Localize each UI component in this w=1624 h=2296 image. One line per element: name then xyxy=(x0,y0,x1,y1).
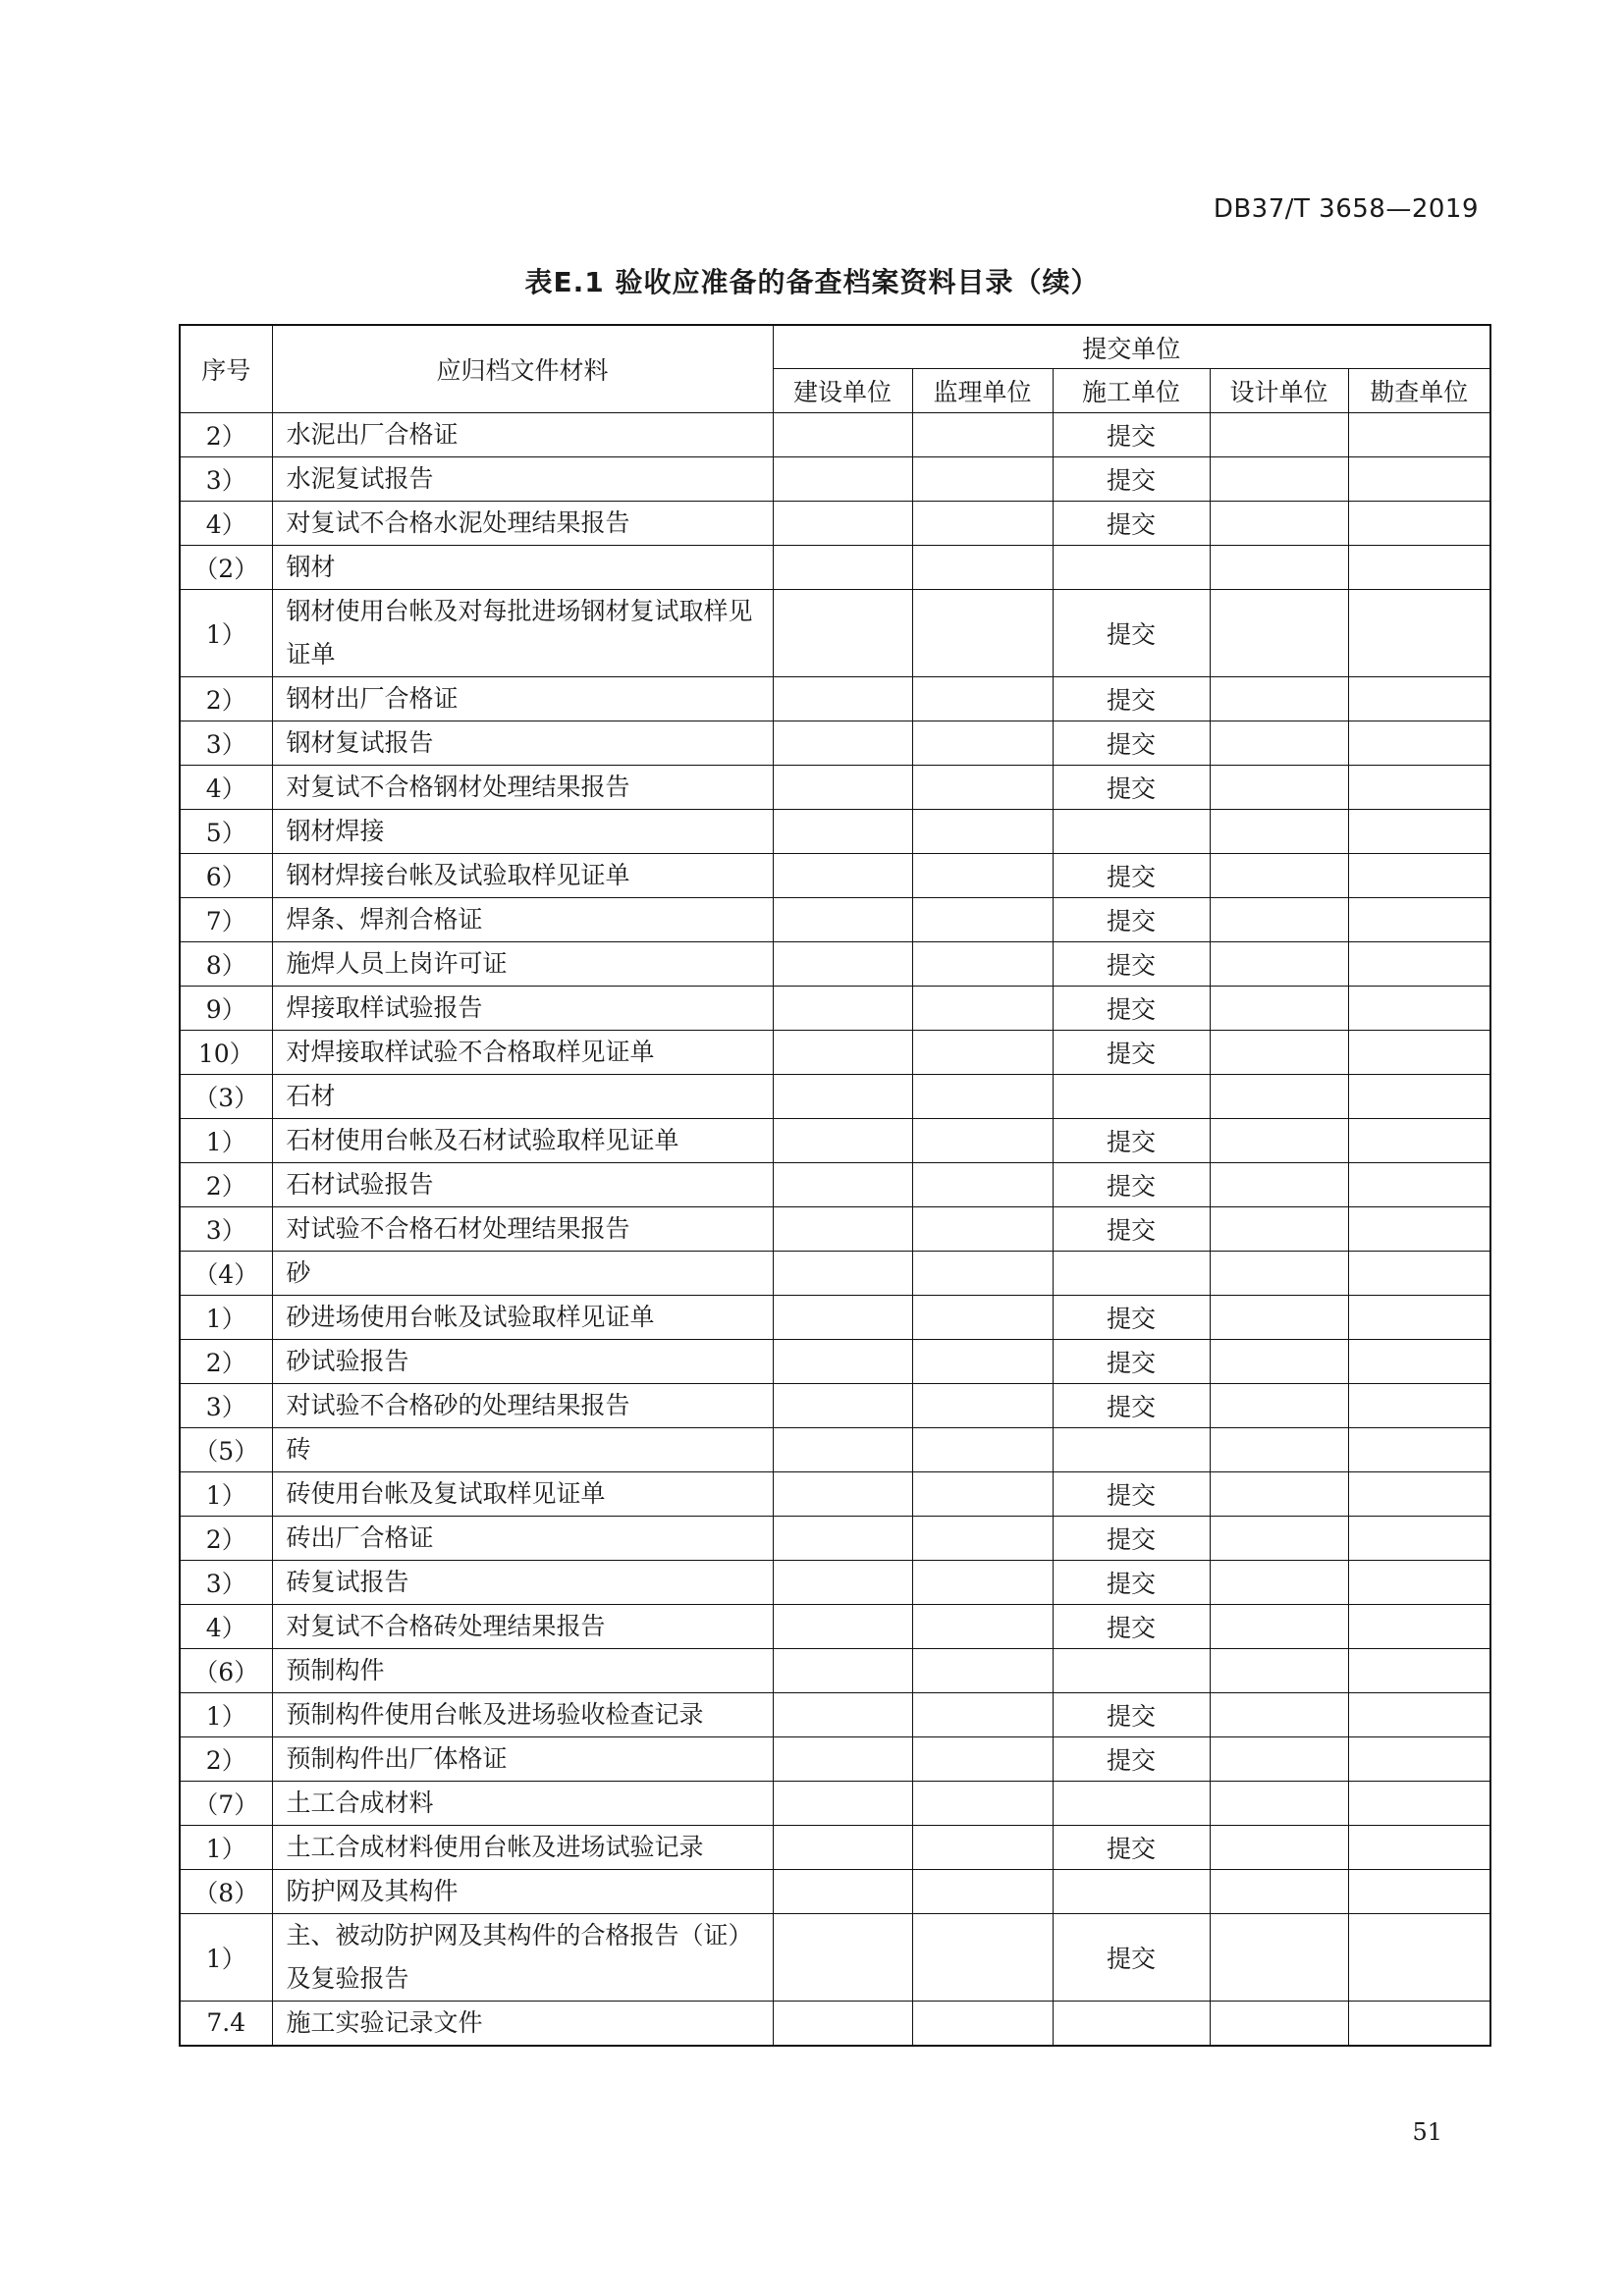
row-unit-cell xyxy=(773,1030,912,1074)
row-unit-cell xyxy=(1210,676,1348,721)
table-row xyxy=(180,1295,1490,1339)
row-seq: （5） xyxy=(180,1427,272,1471)
row-unit-cell xyxy=(1348,1825,1490,1869)
row-unit-cell xyxy=(773,1471,912,1516)
row-unit-cell xyxy=(1053,1427,1210,1471)
row-unit-cell xyxy=(912,1604,1053,1648)
table-row xyxy=(180,853,1490,897)
row-unit-cell xyxy=(912,545,1053,589)
table-row xyxy=(180,1339,1490,1383)
row-seq: 2） xyxy=(180,1516,272,1560)
row-unit-cell xyxy=(1348,676,1490,721)
row-unit-cell xyxy=(773,1206,912,1251)
row-document-name: 钢材焊接 xyxy=(272,809,773,853)
row-unit-cell xyxy=(1348,1427,1490,1471)
row-unit-cell xyxy=(1210,1118,1348,1162)
row-unit-cell xyxy=(1053,1648,1210,1692)
table-row xyxy=(180,1692,1490,1736)
row-unit-cell xyxy=(1210,1648,1348,1692)
row-unit-cell xyxy=(1210,1736,1348,1781)
row-unit-cell xyxy=(1210,941,1348,986)
table-row xyxy=(180,1118,1490,1162)
table-body xyxy=(180,412,1490,2046)
row-unit-cell xyxy=(912,1251,1053,1295)
row-unit-cell xyxy=(1348,1383,1490,1427)
row-seq: 4） xyxy=(180,501,272,545)
row-seq: 2） xyxy=(180,1339,272,1383)
row-document-name: 钢材 xyxy=(272,545,773,589)
archive-table xyxy=(179,324,1491,2047)
row-unit-cell xyxy=(1053,2001,1210,2046)
row-unit-cell xyxy=(1348,765,1490,809)
table-row xyxy=(180,941,1490,986)
row-unit-cell xyxy=(1210,1339,1348,1383)
row-unit-cell: 提交 xyxy=(1053,941,1210,986)
table-row xyxy=(180,501,1490,545)
row-unit-cell xyxy=(1210,501,1348,545)
row-unit-cell xyxy=(1210,853,1348,897)
row-document-name: 土工合成材料使用台帐及进场试验记录 xyxy=(272,1825,773,1869)
row-unit-cell: 提交 xyxy=(1053,1471,1210,1516)
row-unit-cell xyxy=(912,721,1053,765)
row-seq: 8） xyxy=(180,941,272,986)
header-unit-contractor: 施工单位 xyxy=(1053,369,1210,413)
row-unit-cell xyxy=(1210,765,1348,809)
row-unit-cell xyxy=(773,1692,912,1736)
row-unit-cell xyxy=(912,1560,1053,1604)
row-unit-cell xyxy=(1053,1074,1210,1118)
row-unit-cell xyxy=(912,412,1053,456)
row-document-name: 焊条、焊剂合格证 xyxy=(272,897,773,941)
row-unit-cell xyxy=(912,1339,1053,1383)
table-row xyxy=(180,1074,1490,1118)
row-unit-cell xyxy=(1348,1471,1490,1516)
row-unit-cell: 提交 xyxy=(1053,721,1210,765)
row-unit-cell xyxy=(1348,897,1490,941)
row-document-name: 石材使用台帐及石材试验取样见证单 xyxy=(272,1118,773,1162)
row-unit-cell: 提交 xyxy=(1053,676,1210,721)
row-unit-cell xyxy=(1348,1206,1490,1251)
row-unit-cell xyxy=(773,412,912,456)
row-unit-cell xyxy=(1348,1118,1490,1162)
row-unit-cell xyxy=(773,1516,912,1560)
row-unit-cell xyxy=(1348,1030,1490,1074)
row-seq: 7.4 xyxy=(180,2001,272,2046)
row-seq: 1） xyxy=(180,1692,272,1736)
table-row xyxy=(180,1736,1490,1781)
row-unit-cell xyxy=(912,1869,1053,1913)
row-unit-cell xyxy=(912,676,1053,721)
row-unit-cell: 提交 xyxy=(1053,1913,1210,2001)
row-seq: 2） xyxy=(180,412,272,456)
row-unit-cell xyxy=(1210,456,1348,501)
row-unit-cell xyxy=(773,1339,912,1383)
table-title: 表E.1 验收应准备的备查档案资料目录（续） xyxy=(524,266,1100,298)
table-row xyxy=(180,1030,1490,1074)
row-unit-cell xyxy=(1210,1781,1348,1825)
header-unit-supervision: 监理单位 xyxy=(912,369,1053,413)
row-unit-cell xyxy=(773,1383,912,1427)
row-unit-cell xyxy=(1053,809,1210,853)
row-unit-cell xyxy=(773,721,912,765)
row-unit-cell: 提交 xyxy=(1053,456,1210,501)
row-document-name: 土工合成材料 xyxy=(272,1781,773,1825)
row-document-name: 砂试验报告 xyxy=(272,1339,773,1383)
row-unit-cell xyxy=(912,501,1053,545)
row-unit-cell xyxy=(773,1736,912,1781)
row-unit-cell xyxy=(912,2001,1053,2046)
row-unit-cell xyxy=(773,1251,912,1295)
row-unit-cell xyxy=(912,809,1053,853)
row-unit-cell xyxy=(1348,1736,1490,1781)
row-seq: 1） xyxy=(180,589,272,676)
row-unit-cell xyxy=(773,676,912,721)
row-seq: （4） xyxy=(180,1251,272,1295)
row-seq: 5） xyxy=(180,809,272,853)
row-unit-cell xyxy=(773,809,912,853)
header-unit-construction-owner: 建设单位 xyxy=(773,369,912,413)
row-unit-cell xyxy=(1210,1604,1348,1648)
row-seq: 10） xyxy=(180,1030,272,1074)
table-row xyxy=(180,1427,1490,1471)
row-unit-cell xyxy=(912,1383,1053,1427)
row-unit-cell xyxy=(1210,1560,1348,1604)
row-unit-cell: 提交 xyxy=(1053,589,1210,676)
table-row xyxy=(180,1869,1490,1913)
row-unit-cell xyxy=(1348,1074,1490,1118)
header-unit-design: 设计单位 xyxy=(1210,369,1348,413)
table-row xyxy=(180,897,1490,941)
row-unit-cell xyxy=(773,1869,912,1913)
row-unit-cell: 提交 xyxy=(1053,986,1210,1030)
table-row xyxy=(180,765,1490,809)
row-unit-cell xyxy=(1210,1251,1348,1295)
row-unit-cell xyxy=(912,1648,1053,1692)
row-unit-cell xyxy=(773,589,912,676)
row-seq: 6） xyxy=(180,853,272,897)
table-row xyxy=(180,545,1490,589)
row-unit-cell: 提交 xyxy=(1053,501,1210,545)
row-unit-cell xyxy=(1348,2001,1490,2046)
row-document-name: 防护网及其构件 xyxy=(272,1869,773,1913)
row-document-name: 预制构件使用台帐及进场验收检查记录 xyxy=(272,1692,773,1736)
header-seq: 序号 xyxy=(180,325,272,412)
row-unit-cell xyxy=(1348,412,1490,456)
row-unit-cell xyxy=(912,765,1053,809)
row-unit-cell xyxy=(773,1560,912,1604)
row-unit-cell xyxy=(912,1030,1053,1074)
row-unit-cell xyxy=(1348,721,1490,765)
row-unit-cell xyxy=(912,853,1053,897)
row-unit-cell xyxy=(773,2001,912,2046)
row-unit-cell xyxy=(1053,1251,1210,1295)
row-document-name: 施焊人员上岗许可证 xyxy=(272,941,773,986)
row-unit-cell xyxy=(1348,1604,1490,1648)
row-unit-cell xyxy=(1348,809,1490,853)
row-seq: 2） xyxy=(180,676,272,721)
row-document-name: 砖 xyxy=(272,1427,773,1471)
row-seq: （2） xyxy=(180,545,272,589)
row-seq: 3） xyxy=(180,1560,272,1604)
table-row xyxy=(180,1471,1490,1516)
row-unit-cell xyxy=(773,545,912,589)
row-unit-cell xyxy=(773,1604,912,1648)
row-unit-cell xyxy=(1348,589,1490,676)
row-unit-cell xyxy=(912,589,1053,676)
row-unit-cell: 提交 xyxy=(1053,1206,1210,1251)
row-unit-cell xyxy=(1348,1560,1490,1604)
row-unit-cell xyxy=(1210,1825,1348,1869)
row-unit-cell: 提交 xyxy=(1053,1692,1210,1736)
table-row xyxy=(180,1825,1490,1869)
row-unit-cell xyxy=(773,1118,912,1162)
row-unit-cell xyxy=(773,456,912,501)
row-seq: 1） xyxy=(180,1913,272,2001)
row-unit-cell xyxy=(1348,1648,1490,1692)
row-seq: 9） xyxy=(180,986,272,1030)
row-document-name: 钢材使用台帐及对每批进场钢材复试取样见证单 xyxy=(272,589,773,676)
row-unit-cell xyxy=(1210,1030,1348,1074)
row-seq: 1） xyxy=(180,1295,272,1339)
row-unit-cell xyxy=(1210,721,1348,765)
row-unit-cell xyxy=(1210,809,1348,853)
row-unit-cell xyxy=(1210,589,1348,676)
row-unit-cell xyxy=(773,1162,912,1206)
table-row xyxy=(180,721,1490,765)
row-unit-cell xyxy=(912,1692,1053,1736)
row-unit-cell xyxy=(773,765,912,809)
row-unit-cell xyxy=(1348,1516,1490,1560)
row-unit-cell xyxy=(912,1206,1053,1251)
table-row xyxy=(180,1913,1490,2001)
row-unit-cell xyxy=(1348,501,1490,545)
row-unit-cell xyxy=(912,1295,1053,1339)
table-row xyxy=(180,1516,1490,1560)
row-unit-cell xyxy=(1053,1781,1210,1825)
header-name: 应归档文件材料 xyxy=(272,325,773,412)
row-unit-cell xyxy=(1348,1869,1490,1913)
row-document-name: 砂进场使用台帐及试验取样见证单 xyxy=(272,1295,773,1339)
row-document-name: 对复试不合格钢材处理结果报告 xyxy=(272,765,773,809)
row-seq: 1） xyxy=(180,1825,272,1869)
row-unit-cell xyxy=(773,1825,912,1869)
row-seq: 3） xyxy=(180,456,272,501)
row-unit-cell xyxy=(1210,1295,1348,1339)
row-document-name: 石材试验报告 xyxy=(272,1162,773,1206)
row-unit-cell xyxy=(773,1913,912,2001)
table-row xyxy=(180,1206,1490,1251)
row-unit-cell xyxy=(912,456,1053,501)
row-unit-cell xyxy=(1348,853,1490,897)
row-unit-cell: 提交 xyxy=(1053,1162,1210,1206)
row-unit-cell xyxy=(1210,2001,1348,2046)
row-unit-cell xyxy=(1210,1427,1348,1471)
row-document-name: 主、被动防护网及其构件的合格报告（证）及复验报告 xyxy=(272,1913,773,2001)
row-unit-cell xyxy=(1210,1383,1348,1427)
row-document-name: 预制构件 xyxy=(272,1648,773,1692)
table-row xyxy=(180,986,1490,1030)
table-row xyxy=(180,809,1490,853)
row-unit-cell xyxy=(912,941,1053,986)
row-unit-cell xyxy=(1348,1339,1490,1383)
row-unit-cell xyxy=(912,897,1053,941)
row-unit-cell xyxy=(1053,1869,1210,1913)
row-unit-cell xyxy=(1348,941,1490,986)
row-unit-cell xyxy=(912,1736,1053,1781)
row-document-name: 砖出厂合格证 xyxy=(272,1516,773,1560)
row-unit-cell xyxy=(912,1471,1053,1516)
row-document-name: 焊接取样试验报告 xyxy=(272,986,773,1030)
row-document-name: 砂 xyxy=(272,1251,773,1295)
row-seq: （6） xyxy=(180,1648,272,1692)
table-row xyxy=(180,1383,1490,1427)
row-seq: 1） xyxy=(180,1471,272,1516)
row-seq: 2） xyxy=(180,1736,272,1781)
table-row xyxy=(180,1781,1490,1825)
row-unit-cell xyxy=(1348,1692,1490,1736)
row-document-name: 对焊接取样试验不合格取样见证单 xyxy=(272,1030,773,1074)
row-unit-cell: 提交 xyxy=(1053,853,1210,897)
row-unit-cell xyxy=(773,1074,912,1118)
row-document-name: 水泥复试报告 xyxy=(272,456,773,501)
header-submit-unit: 提交单位 xyxy=(773,325,1490,369)
row-document-name: 水泥出厂合格证 xyxy=(272,412,773,456)
row-seq: 4） xyxy=(180,765,272,809)
row-document-name: 钢材焊接台帐及试验取样见证单 xyxy=(272,853,773,897)
row-unit-cell xyxy=(912,1516,1053,1560)
row-unit-cell: 提交 xyxy=(1053,1560,1210,1604)
row-unit-cell xyxy=(773,1648,912,1692)
row-unit-cell xyxy=(912,1162,1053,1206)
row-seq: 3） xyxy=(180,1383,272,1427)
row-seq: （7） xyxy=(180,1781,272,1825)
row-document-name: 砖使用台帐及复试取样见证单 xyxy=(272,1471,773,1516)
table-row xyxy=(180,412,1490,456)
row-unit-cell: 提交 xyxy=(1053,1825,1210,1869)
row-unit-cell: 提交 xyxy=(1053,1295,1210,1339)
row-document-name: 钢材出厂合格证 xyxy=(272,676,773,721)
row-unit-cell xyxy=(1348,456,1490,501)
row-unit-cell xyxy=(1348,545,1490,589)
row-unit-cell xyxy=(1348,986,1490,1030)
row-unit-cell xyxy=(1348,1162,1490,1206)
table-row xyxy=(180,676,1490,721)
row-unit-cell xyxy=(1210,1913,1348,2001)
row-unit-cell: 提交 xyxy=(1053,1118,1210,1162)
row-document-name: 对试验不合格石材处理结果报告 xyxy=(272,1206,773,1251)
row-unit-cell xyxy=(912,1913,1053,2001)
table-row xyxy=(180,1604,1490,1648)
row-seq: 7） xyxy=(180,897,272,941)
row-unit-cell: 提交 xyxy=(1053,1030,1210,1074)
row-unit-cell xyxy=(773,1295,912,1339)
row-unit-cell xyxy=(1210,1869,1348,1913)
row-unit-cell xyxy=(1348,1913,1490,2001)
header-unit-survey: 勘查单位 xyxy=(1348,369,1490,413)
row-unit-cell: 提交 xyxy=(1053,1383,1210,1427)
page-number: 51 xyxy=(1412,2118,1442,2146)
row-unit-cell xyxy=(773,897,912,941)
row-unit-cell xyxy=(773,941,912,986)
table-row xyxy=(180,2001,1490,2046)
table-row xyxy=(180,1251,1490,1295)
row-document-name: 施工实验记录文件 xyxy=(272,2001,773,2046)
row-seq: 3） xyxy=(180,1206,272,1251)
row-unit-cell xyxy=(1348,1781,1490,1825)
row-seq: （8） xyxy=(180,1869,272,1913)
row-unit-cell: 提交 xyxy=(1053,1736,1210,1781)
row-unit-cell xyxy=(1210,1206,1348,1251)
row-unit-cell xyxy=(912,1074,1053,1118)
document-code: DB37/T 3658—2019 xyxy=(1213,194,1479,224)
row-unit-cell xyxy=(773,1427,912,1471)
row-unit-cell xyxy=(912,1427,1053,1471)
row-unit-cell xyxy=(912,1825,1053,1869)
row-unit-cell xyxy=(912,1118,1053,1162)
row-document-name: 对复试不合格砖处理结果报告 xyxy=(272,1604,773,1648)
row-unit-cell xyxy=(1348,1295,1490,1339)
row-unit-cell xyxy=(912,986,1053,1030)
row-seq: 3） xyxy=(180,721,272,765)
row-unit-cell xyxy=(773,1781,912,1825)
row-seq: 4） xyxy=(180,1604,272,1648)
row-unit-cell xyxy=(912,1781,1053,1825)
row-document-name: 石材 xyxy=(272,1074,773,1118)
row-seq: 2） xyxy=(180,1162,272,1206)
row-unit-cell xyxy=(1210,1692,1348,1736)
row-document-name: 预制构件出厂体格证 xyxy=(272,1736,773,1781)
row-unit-cell xyxy=(1210,1471,1348,1516)
row-unit-cell xyxy=(1210,1516,1348,1560)
row-document-name: 对复试不合格水泥处理结果报告 xyxy=(272,501,773,545)
row-seq: 1） xyxy=(180,1118,272,1162)
row-unit-cell xyxy=(1348,1251,1490,1295)
row-unit-cell xyxy=(773,501,912,545)
row-unit-cell xyxy=(1210,1074,1348,1118)
row-unit-cell: 提交 xyxy=(1053,1604,1210,1648)
table-row xyxy=(180,1162,1490,1206)
row-document-name: 对试验不合格砂的处理结果报告 xyxy=(272,1383,773,1427)
row-unit-cell xyxy=(1210,986,1348,1030)
row-document-name: 钢材复试报告 xyxy=(272,721,773,765)
table-row xyxy=(180,456,1490,501)
row-document-name: 砖复试报告 xyxy=(272,1560,773,1604)
row-unit-cell: 提交 xyxy=(1053,897,1210,941)
row-unit-cell: 提交 xyxy=(1053,1516,1210,1560)
table-row xyxy=(180,589,1490,676)
row-unit-cell xyxy=(773,986,912,1030)
row-unit-cell: 提交 xyxy=(1053,1339,1210,1383)
row-unit-cell: 提交 xyxy=(1053,765,1210,809)
row-unit-cell xyxy=(1210,897,1348,941)
table-row xyxy=(180,1648,1490,1692)
table-row xyxy=(180,1560,1490,1604)
row-unit-cell xyxy=(773,853,912,897)
row-unit-cell: 提交 xyxy=(1053,412,1210,456)
row-seq: （3） xyxy=(180,1074,272,1118)
row-unit-cell xyxy=(1210,1162,1348,1206)
row-unit-cell xyxy=(1210,412,1348,456)
row-unit-cell xyxy=(1053,545,1210,589)
row-unit-cell xyxy=(1210,545,1348,589)
